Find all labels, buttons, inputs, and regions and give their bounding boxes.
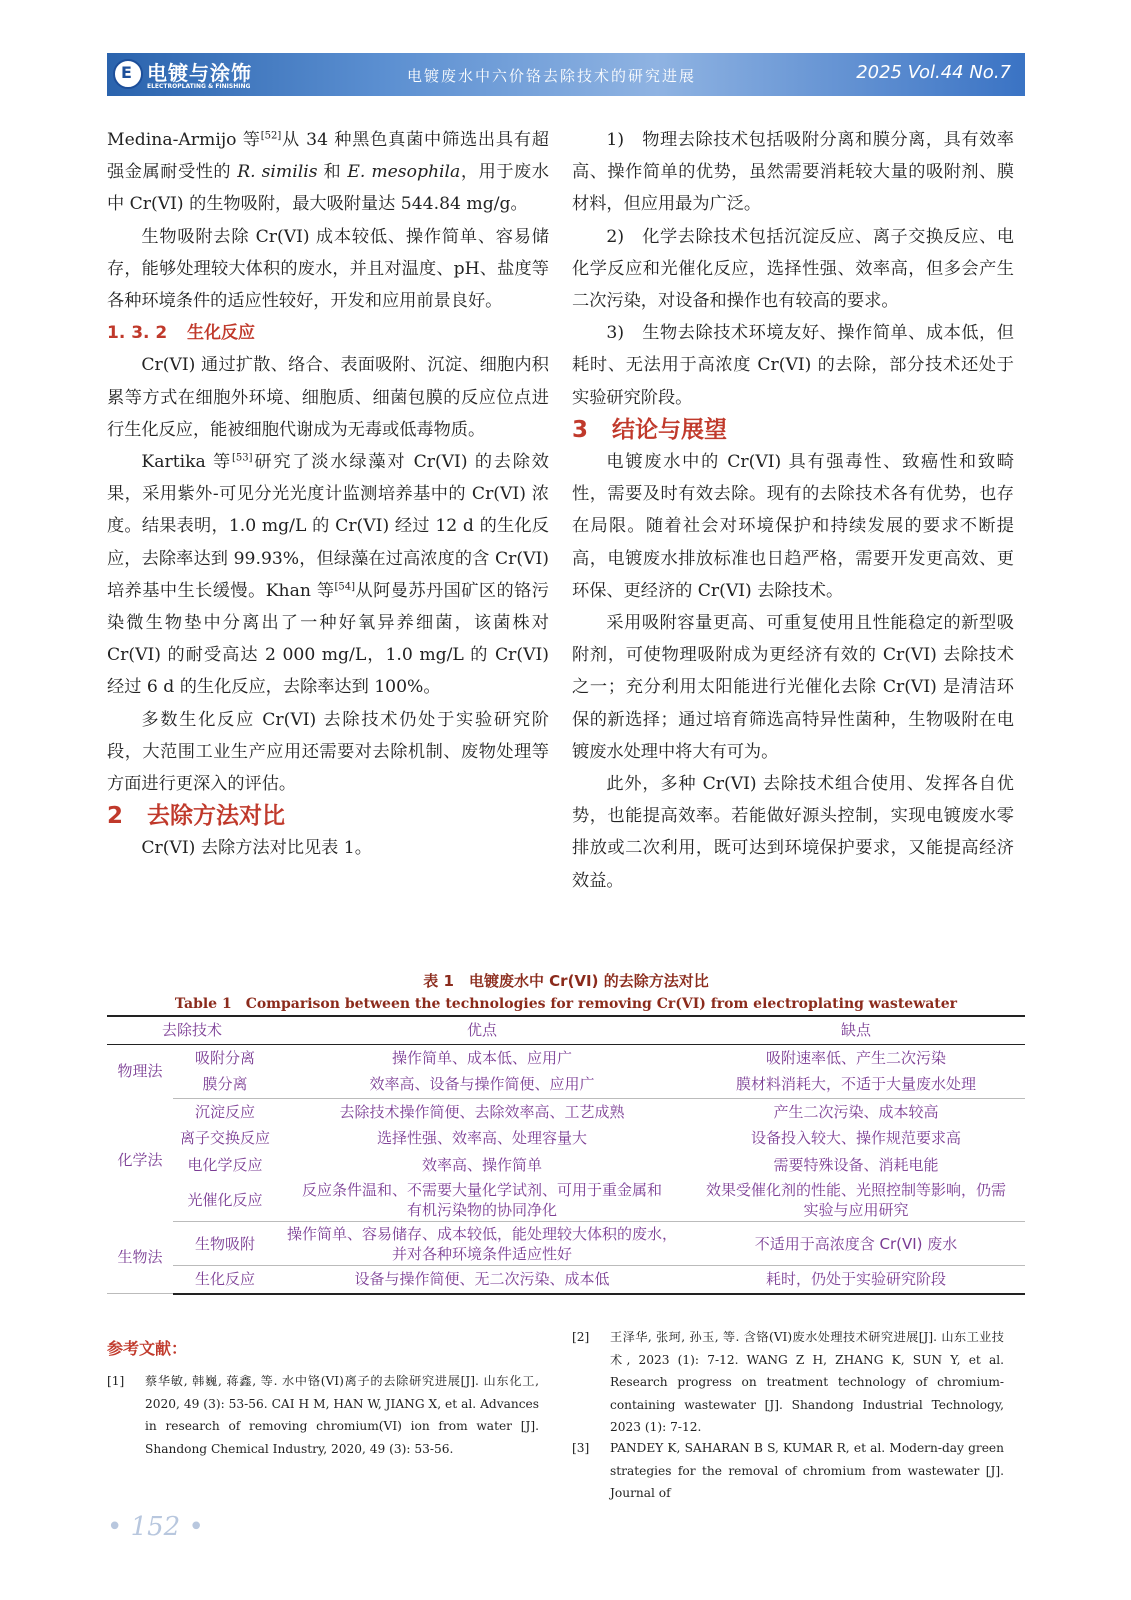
table-row bbox=[107, 1071, 1025, 1098]
table-caption-cn: 表 1 电镀废水中 Cr(VI) 的去除方法对比 bbox=[423, 972, 709, 990]
paragraph: 电镀废水中的 Cr(VI) 具有强毒性、致癌性和致畸性，需要及时有效去除。现有的去除技术各有优势，也存在局限。随着社会对环境保护和持续发展的要求不断提高，电镀废水排放标准也日趋严格，需要开发更高效、更环保、更经济的 Cr(VI) 去除技术。 bbox=[572, 452, 1014, 601]
paragraph: 3) 生物去除技术环境友好、操作简单、成本低，但耗时、无法用于高浓度 Cr(VI) 的去除，部分技术还处于实验研究阶段。 bbox=[572, 323, 1014, 408]
pro-cell: 设备与操作简便、无二次污染、成本低 bbox=[277, 1266, 687, 1294]
pro-cell: 操作简单、容易储存、成本较低，能处理较大体积的废水，并对各种环境条件适应性好 bbox=[277, 1222, 687, 1266]
con-cell: 耗时，仍处于实验研究阶段 bbox=[687, 1266, 1025, 1294]
table-caption-en: Table 1 Comparison between the technologies for removing Cr(VI) from electroplating wastewater bbox=[174, 996, 958, 1012]
con-cell: 设备投入较大、操作规范要求高 bbox=[750, 1129, 961, 1148]
journal-logo bbox=[113, 57, 263, 93]
pro-cell: 反应条件温和、不需要大量化学试剂、可用于重金属和有机污染物的协同净化 bbox=[277, 1178, 687, 1222]
paragraph: 生物吸附去除 Cr(VI) 成本较低、操作简单、容易储存，能够处理较大体积的废水，并且对温度、pH、盐度等各种环境条件的适应性较好，开发和应用前景良好。 bbox=[107, 226, 549, 312]
method-cell: 吸附分离 bbox=[194, 1048, 255, 1067]
group-cell: 生物法 bbox=[107, 1222, 173, 1294]
table-row bbox=[107, 1222, 1025, 1266]
method-cell: 生物吸附 bbox=[173, 1222, 277, 1266]
subsection-heading: 1. 3. 2 生化反应 bbox=[107, 323, 255, 344]
table-row bbox=[107, 1178, 1025, 1222]
method-cell: 膜分离 bbox=[173, 1071, 277, 1098]
paragraph: 2) 化学去除技术包括沉淀反应、离子交换反应、电化学反应和光催化反应，选择性强、效率高，但多会产生二次污染，对设备和操作也有较高的要求。 bbox=[572, 226, 1014, 312]
group-cell: 化学法 bbox=[117, 1150, 163, 1169]
method-cell: 电化学反应 bbox=[187, 1155, 263, 1174]
paragraph: Kartika 等[53]研究了淡水绿藻对 Cr(VI) 的去除效果，采用紫外-可见分光光度计监测培养基中的 Cr(VI) 浓度。结果表明，1.0 mg/L 的 Cr(VI) 经过 12 d 的生化反应，去除率达到 99.93%，但绿藻在过高浓度的含 Cr(VI) 培养基中生长缓慢。Khan 等[54]从阿曼苏丹国矿区的铬污染微生物垫中分离出了一种好氧异养细菌，该菌株对 Cr(VI) 的耐受高达 2 000 mg/L，1.0 mg/L 的 Cr(VI) 经过 6 d 的生化反应，去除率达到 100%。 bbox=[107, 452, 549, 698]
header-cell: 缺点 bbox=[687, 1016, 1025, 1044]
right-column bbox=[572, 124, 1014, 897]
reference-item: [2] 王泽华, 张珂, 孙玉, 等. 含铬(VI)废水处理技术研究进展[J]. 山东工业技术, 2023 (1): 7-12. WANG Z H, ZHANG K, SUN Y, et al. Research progress on treatment technology of chromium-containing wastewater [J]. Shandong Industrial Technology, 2023 (1): 7-12. bbox=[572, 1330, 1004, 1434]
table-row bbox=[107, 1152, 1025, 1179]
reference-item: [1] 蔡华敏, 韩巍, 蒋鑫, 等. 水中铬(VI)离子的去除研究进展[J]. 山东化工, 2020, 49 (3): 53-56. CAI H M, HAN W, JIANG X, et al. Advances in research of removing chromium(VI) ion from water [J]. Shandong Chemical Industry, 2020, 49 (3): 53-56. bbox=[107, 1374, 539, 1456]
paragraph: 此外，多种 Cr(VI) 去除技术组合使用、发挥各自优势，也能提高效率。若能做好源头控制，实现电镀废水零排放或二次利用，既可达到环境保护要求，又能提高经济效益。 bbox=[572, 774, 1014, 891]
left-column bbox=[107, 124, 549, 865]
paragraph: Medina-Armijo 等[52]从 34 种黑色真菌中筛选出具有超强金属耐受性的 R. similis 和 E. mesophila，用于废水中 Cr(VI) 的生物吸附，最大吸附量达 544.84 mg/g。 bbox=[107, 130, 549, 215]
pro-cell: 操作简单、成本低、应用广 bbox=[391, 1048, 572, 1067]
running-title: 电镀废水中六价铬去除技术的研究进展 bbox=[407, 67, 697, 85]
pro-cell: 选择性强、效率高、处理容量大 bbox=[376, 1129, 587, 1148]
con-cell: 需要特殊设备、消耗电能 bbox=[773, 1155, 939, 1174]
volume-issue: 2025 Vol.44 No.7 bbox=[856, 62, 1011, 83]
method-cell: 生化反应 bbox=[173, 1266, 277, 1294]
paragraph: Cr(VI) 去除方法对比见表 1。 bbox=[141, 838, 372, 859]
pro-cell: 去除技术操作简便、去除效率高、工艺成熟 bbox=[339, 1102, 625, 1121]
con-cell: 效果受催化剂的性能、光照控制等影响，仍需实验与应用研究 bbox=[687, 1178, 1025, 1222]
con-cell: 吸附速率低、产生二次污染 bbox=[765, 1048, 946, 1067]
page-number: • 152 • bbox=[107, 1512, 204, 1542]
logo-mark-icon bbox=[113, 59, 143, 89]
method-cell: 光催化反应 bbox=[173, 1178, 277, 1222]
table-header-row bbox=[107, 1016, 1025, 1044]
section-heading: 2 去除方法对比 bbox=[107, 803, 285, 830]
method-cell: 沉淀反应 bbox=[194, 1102, 255, 1121]
table-row bbox=[107, 1125, 1025, 1152]
paragraph: Cr(VI) 通过扩散、络合、表面吸附、沉淀、细胞内积累等方式在细胞外环境、细胞质、细菌包膜的反应位点进行生化反应，能被细胞代谢成为无毒或低毒物质。 bbox=[107, 355, 549, 440]
method-cell: 离子交换反应 bbox=[179, 1129, 270, 1148]
pro-cell: 效率高、设备与操作简便、应用广 bbox=[277, 1071, 687, 1098]
journal-header bbox=[107, 53, 1025, 96]
paragraph: 1) 物理去除技术包括吸附分离和膜分离，具有效率高、操作简单的优势，虽然需要消耗较大量的吸附剂、膜材料，但应用最为广泛。 bbox=[572, 130, 1014, 215]
paragraph: 采用吸附容量更高、可重复使用且性能稳定的新型吸附剂，可使物理吸附成为更经济有效的 Cr(VI) 去除技术之一；充分利用太阳能进行光催化去除 Cr(VI) 是清洁环保的新选择；通过培育筛选高特异性菌种，生物吸附在电镀废水处理中将大有可为。 bbox=[572, 613, 1014, 762]
logo-cn: 电镀与涂饰 bbox=[147, 61, 252, 85]
section-heading: 3 结论与展望 bbox=[572, 416, 727, 443]
reference-item: [3] PANDEY K, SAHARAN B S, KUMAR R, et al. Modern-day green strategies for the removal of chromium from wastewater [J]. Journal of bbox=[572, 1441, 1004, 1500]
table-row bbox=[107, 1044, 1025, 1071]
pro-cell: 效率高、操作简单 bbox=[421, 1155, 542, 1174]
paragraph: 多数生化反应 Cr(VI) 去除技术仍处于实验研究阶段，大范围工业生产应用还需要对去除机制、废物处理等方面进行更深入的评估。 bbox=[107, 709, 549, 795]
references-heading: 参考文献： bbox=[107, 1339, 188, 1358]
con-cell: 不适用于高浓度含 Cr(VI) 废水 bbox=[687, 1222, 1025, 1266]
table-row bbox=[107, 1098, 1025, 1125]
logo-en: ELECTROPLATING & FINISHING bbox=[147, 83, 251, 90]
comparison-table bbox=[107, 1015, 1025, 1295]
header-cell: 优点 bbox=[277, 1016, 687, 1044]
con-cell: 膜材料消耗大，不适于大量废水处理 bbox=[687, 1071, 1025, 1098]
table-row bbox=[107, 1266, 1025, 1294]
header-cell: 去除技术 bbox=[107, 1016, 277, 1044]
group-cell: 物理法 bbox=[117, 1062, 163, 1081]
con-cell: 产生二次污染、成本较高 bbox=[773, 1102, 939, 1121]
